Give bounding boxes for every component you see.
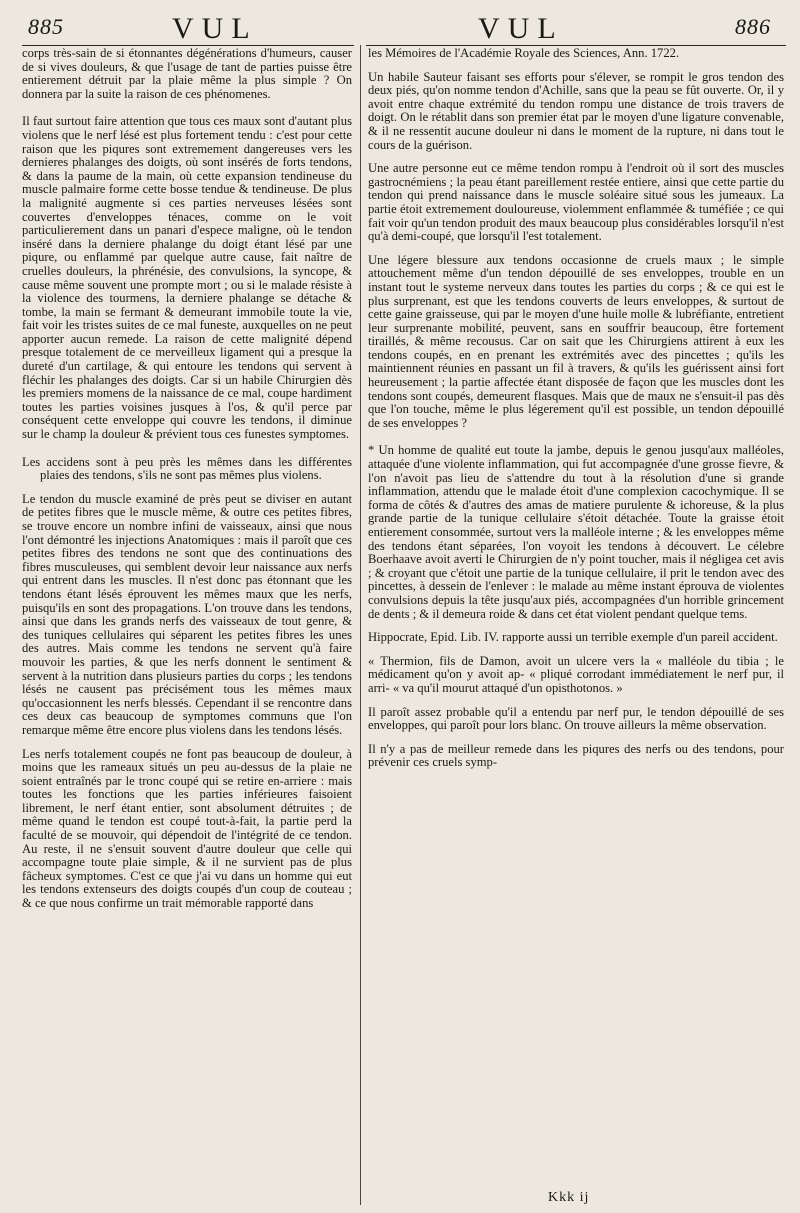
left-paragraph-3: Les accidens sont à peu près les mêmes dans les différentes plaies des tendons, s'ils ne sont pas mêmes plus violens. [22,454,352,483]
right-paragraph-4: Une légere blessure aux tendons occasionne de cruels maux ; le simple attouchement même d'un tendon dépouillé de ses enveloppes, trouble en un instant tout le systeme nerveux dans toutes les parties du corps ; & ce qui est le plus surprenant, est que les tendons couverts de leurs enveloppes, & surtout de cette gaine graisseuse, qui par le moyen d'une huile molle & lubréfiante, entretient leur surprenante mobilité, peuvent, sans en souffrir beaucoup, être fortement tiraillés, & même recousus. Car on sait que les Chirurgiens attirent à eux les tendons coupés, en en prenant les extrémités avec des pincettes ; qu'ils les maintiennent réunies en passant un fil à travers, & qu'ils les guérissent ainsi fort heureusement ; la partie affectée étant disposée de façon que les muscles dont les tendons sont coupés, demeurent flasques. Mais que de maux ne s'ensuit-il pas dès que l'on touche, même le plus légerement qu'il est possible, un tendon dépouillé de ses enveloppes ? [368,252,784,430]
right-paragraph-5: * Un homme de qualité eut toute la jambe, depuis le genou jusqu'aux malléoles, attaquée d'une violente inflammation, qui fut accompagnée d'une grosse fievre, & l'on n'avoit pas lieu de s'attendre du tout à la résolution d'une si grande inflammation, attendu que le malade étoit d'une complexion cacochymique. Il se forma de côtés & d'autres des amas de matiere purulente & ichoreuse, & la plus grande partie de la tunique cellulaire s'étoit détachée. Toute la graisse étoit entierement consommée, surtout vers la malléole interne ; & les enveloppes même des tendons étant séparées, l'on voyoit les tendons à découvert. Le célebre Boerhaave avoit averti le Chirurgien de n'y point toucher, mais il négligea cet avis ; & croyant que c'étoit une partie de la tunique cellulaire, il prit le tendon avec des pincettes, à dessein de l'enlever : le malade au même instant éprouva de violentes convulsions depuis la tête jusqu'aux piés, accompagnées d'un horrible grincement de dents ; & il demeura roide & dans cet état violent pendant quelque tems. [368,443,784,621]
signature-mark: Kkk ij [548,1190,590,1205]
left-paragraph-4: Le tendon du muscle examiné de près peut se diviser en autant de petites fibres que le muscle même, & outre ces petites fibres, se trouve encore un nombre infini de vaisseaux, ainsi que nous l'ont démontré les injections Anatomiques : mais il paroît que ces petites fibres des tendons ne sont que des continuations des fibres musculeuses, qui semblent devoir leur naissance aux nerfs qui entrent dans les muscles. Il n'est donc pas étonnant que les tendons étant lésés éprouvent les mêmes maux que les nerfs, puisqu'ils en sont des propagations. L'on trouve dans les tendons, ainsi que dans les grands nerfs des vaisseaux de tout genre, & des tuniques cellulaires qui séparent les petites fibres les unes des autres. Mais comme les tendons ne servent qu'à faire mouvoir les parties, & que les nerfs donnent le sentiment & servent à la nutrition dans plusieurs parties du corps ; les tendons lésés ne causent pas précisément tous les mêmes maux qu'occasionnent les nerfs blessés. Cependant il se rencontre dans ces deux cas beaucoup de symptomes communs que l'on remarque même être encore plus violens dans les tendons lésés. [22,491,352,737]
left-paragraph-1: corps très-sain de si étonnantes dégénérations d'humeurs, causer de si vives douleurs, & que l'usage de tant de parties puisse être entierement détruit par la plaie même la plus simple ? On donnera par la suite la raison de ces phénomenes. [22,46,352,101]
left-paragraph-5: Les nerfs totalement coupés ne font pas beaucoup de douleur, à moins que les rameaux situés un peu au-dessus de la plaie ne soient entraînés par le tronc coupé qui se retire en-arriere : mais toutes les fonctions que les parties inférieures faisoient librement, le nerf étant entier, sont absolument détruites ; de même quand le tendon est coupé tout-à-fait, la partie perd la faculté de se mouvoir, qui dépendoit de l'intégrité de ce tendon. Au reste, il ne s'ensuit souvent d'autre douleur que celle qui accompagne toute plaie simple, & il ne survient pas de plus fâcheux symptomes. C'est ce que j'ai vu dans un homme qui eut les tendons extenseurs des doigts coupés d'un coup de couteau ; & ce que nous confirme un trait mémorable rapporté dans [22,746,352,911]
right-paragraph-8: Il n'y a pas de meilleur remede dans les piqures des nerfs ou des tendons, pour prévenir ces cruels symp- [368,741,784,770]
left-paragraph-2: Il faut surtout faire attention que tous ces maux sont d'autant plus violens que le nerf lésé est plus fortement tendu : c'est pour cette raison que les piqures sont extremement dangereuses vers les dernieres phalanges des doigts, où sont insérés de forts tendons, & dans la paume de la main, où cette expansion tendineuse du muscle palmaire forme cette bosse tendue & tendineuse. De plus la malignité augmente si ces parties nerveuses lésées sont couvertes d'enveloppes ténaces, comme on le voit particulierement dans un panari d'espece maligne, où le tendon inséré dans la derniere phalange du doigt étant lésé par une piqure, ou enflammé par quelque autre cause, fait naître de cruelles douleurs, la phrénésie, des convulsions, la syncope, & cause même souvent une prompte mort ; ou si le malade résiste à la violence des tourmens, la derniere phalange se détache & tombe, la main se fermant & demeurant immobile toute la vie, fait voir les tristes suites de ce mal funeste, auxquelles on ne peut apporter aucun remede. La raison de cette malignité dépend presque totalement de ce merveilleux ligament qui a presque la dureté d'un cartilage, & qui entoure les tendons qui servent à fléchir les phalanges des doigts. Car si un habile Chirurgien dès les premiers momens de la naissance de ce mal, coupe hardiment toutes les parties voisines jusques à l'os, & qu'il perce par conséquent cette enveloppe qui couvre les tendons, il diminue sur le champ la douleur & prévient tous ces funestes symptomes. [22,114,352,442]
right-column [368,47,784,780]
right-quotation: « Thermion, fils de Damon, avoit un ulcere vers la « malléole du tibia ; le médicament qu'on y avoit ap- « pliqué corrodant immédiatement le nerf pur, il arri- « va qu'il mourut attaqué d'un opisthotonos. » [368,653,784,695]
right-running-head: VUL [478,12,564,45]
right-paragraph-1: les Mémoires de l'Académie Royale des Sciences, Ann. 1722. [368,46,680,60]
column-divider [360,45,361,1205]
right-paragraph-6: Hippocrate, Epid. Lib. IV. rapporte aussi un terrible exemple d'un pareil accident. [368,630,778,645]
left-column [22,47,352,921]
left-page-number: 885 [28,14,64,39]
right-paragraph-7: Il paroît assez probable qu'il a entendu par nerf pur, le tendon dépouillé de ses enveloppes, qui paroît pour lors blanc. On trouve ailleurs la même observation. [368,704,784,733]
right-page-number: 886 [735,14,771,39]
right-paragraph-2: Un habile Sauteur faisant ses efforts pour s'élever, se rompit le gros tendon des deux piés, qu'on nomme tendon d'Achille, sans que la peau se fût ouverte. Or, il y avoit entre chaque extrémité du tendon rompu une distance de trois travers de doigt. On le rétablit dans son premier état par le moyen d'une ligature convenable, & il ne ressentit aucune douleur ni dans le moment de la rupture, ni dans tout le cours de la guérison. [368,69,784,152]
right-paragraph-3: Une autre personne eut ce même tendon rompu à l'endroit où il sort des muscles gastrocnémiens ; la peau étant pareillement restée entiere, ainsi que cette partie du tendon qui prend naissance dans le muscle soléaire situé sous les jumeaux. La partie étoit extremement douloureuse, violemment enflammée & tuméfiée ; ce qui fait voir qu'un tendon produit des maux beaucoup plus considérables lorsqu'il n'est qu'à demi-coupé, que lorsqu'il l'est totalement. [368,161,784,244]
left-running-head: VUL [172,12,258,45]
